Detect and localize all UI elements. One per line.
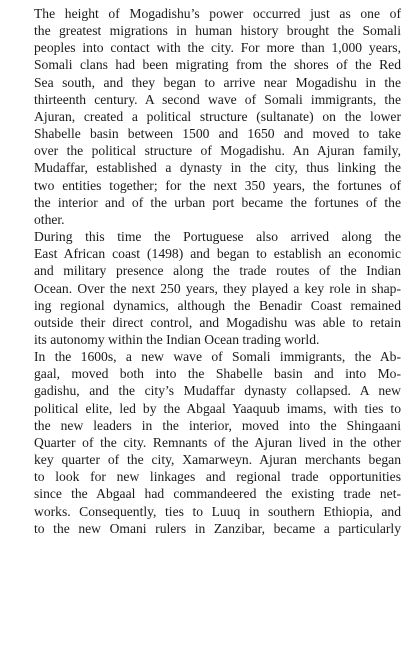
text-line: the new leaders in the interior, moved into the Shingaani: [34, 417, 401, 433]
text-line: During this time the Portuguese also arrived along the: [34, 229, 401, 245]
text-line: Ajuran, created a political structure (sultanate) on the lower: [34, 108, 401, 124]
text-line: key quarter of the city, Xamarweyn. Ajuran merchants began: [34, 452, 401, 468]
text-line: two entities together; for the next 350 years, the fortunes of: [34, 177, 401, 193]
text-line: In the 1600s, a new wave of Somali immigrants, the Ab-: [34, 349, 401, 365]
text-line: The height of Mogadishu’s power occurred just as one of: [34, 6, 401, 21]
text-line: Ocean. Over the next 250 years, they played a key role in shap-: [34, 280, 401, 296]
text-line: Somali clans had been migrating from the shores of the Red: [34, 57, 401, 73]
text-line: thirteenth century. A second wave of Somali immigrants, the: [34, 91, 401, 107]
text-line: Shabelle basin between 1500 and 1650 and moved to take: [34, 126, 401, 142]
paragraph-2: [14, 228, 401, 348]
text-line: Sea south, and they began to arrive near Mogadishu in the: [34, 74, 401, 90]
text-line: its autonomy within the Indian Ocean trading world.: [34, 331, 320, 347]
paragraph-3: [14, 348, 401, 537]
text-line: outside their direct control, and Mogadishu was able to retain: [34, 314, 401, 330]
paragraph-1: [14, 5, 401, 228]
text-line: gadishu, and the city’s Mudaffar dynasty collapsed. A new: [34, 383, 401, 399]
text-line: gaal, moved both into the Shabelle basin and into Mo-: [34, 366, 401, 382]
text-line: over the political structure of Mogadishu. An Ajuran family,: [34, 143, 401, 159]
document-page: [14, 5, 401, 537]
text-line: ing regional dynamics, although the Benadir Coast remained: [34, 297, 401, 313]
text-line: since the Abgaal had commandeered the existing trade net-: [34, 486, 401, 502]
text-line: political elite, led by the Abgaal Yaaquub imams, with ties to: [34, 400, 401, 416]
text-line: the greatest migrations in human history brought the Somali: [34, 23, 401, 39]
text-line: the interior and of the urban port became the fortunes of the: [34, 194, 401, 210]
text-line: Mudaffar, established a dynasty in the city, thus linking the: [34, 160, 401, 176]
text-line: to look for new linkages and regional trade opportunities: [34, 469, 401, 485]
text-line: other.: [34, 211, 65, 227]
text-line: East African coast (1498) and began to establish an economic: [34, 246, 401, 262]
text-line: to the new Omani rulers in Zanzibar, became a particularly: [34, 520, 401, 536]
text-line: and military presence along the trade routes of the Indian: [34, 263, 401, 279]
text-line: works. Consequently, ties to Luuq in southern Ethiopia, and: [34, 503, 401, 519]
text-line: Quarter of the city. Remnants of the Ajuran lived in the other: [34, 434, 401, 450]
text-line: peoples into contact with the city. For more than 1,000 years,: [34, 40, 401, 56]
